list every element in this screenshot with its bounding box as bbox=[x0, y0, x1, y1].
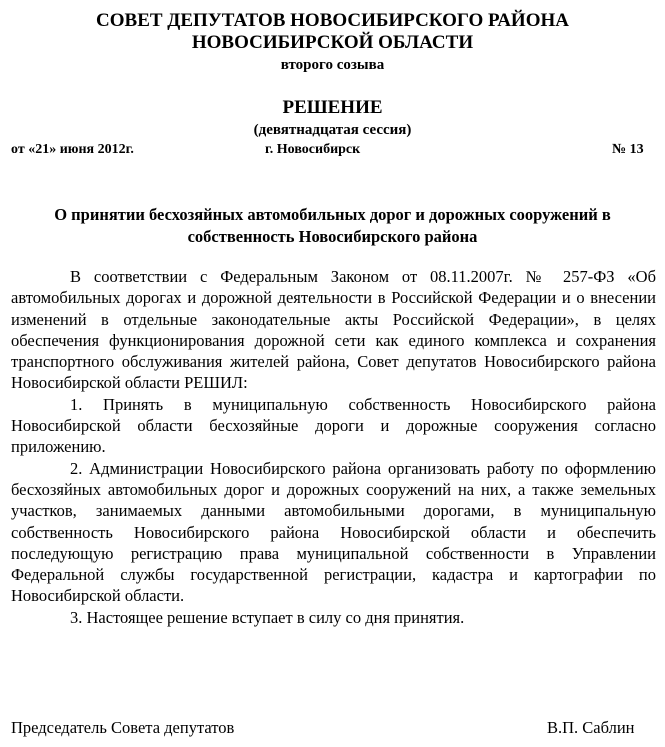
decision-date: от «21» июня 2012г. bbox=[11, 142, 134, 157]
decision-place: г. Новосибирск bbox=[265, 142, 361, 157]
item-2-paragraph: 2. Администрации Новосибирского района организовать работу по оформлению бесхозяйных автомобильных дорог и дорожных сооружений на них, а также земельных участков, занимаемых данными автомобильными дорогами, в муниципальную собственность Новосибирского района Новосибирской области и обеспечить последующую регистрацию права муниципальной собственности в Управлении Федеральной службы государственной регистрации, кадастра и картографии по Новосибирской области. bbox=[11, 458, 656, 606]
decision-title-line1: О принятии бесхозяйных автомобильных дорог и дорожных сооружений в bbox=[54, 205, 611, 224]
item-1-paragraph: 1. Принять в муниципальную собственность Новосибирского района Новосибирской области бесхозяйные дороги и дорожные сооружения согласно приложению. bbox=[11, 394, 656, 457]
signature-position: Председатель Совета депутатов bbox=[11, 718, 235, 737]
decision-number: № 13 bbox=[612, 142, 644, 157]
decision-label: РЕШЕНИЕ bbox=[282, 97, 383, 118]
preamble-paragraph: В соответствии с Федеральным Законом от 08.11.2007г. № 257-ФЗ «Об автомобильных дорогах и дорожной деятельности в Российской Федерации и о внесении изменений в отдельные законодательные акты Российской Федерации», в целях обеспечения функционирования дорожной сети как единого комплекса и сохранения транспортного обслуживания жителей района, Совет депутатов Новосибирского района Новосибирской области РЕШИЛ: bbox=[11, 267, 656, 393]
council-name-line1: СОВЕТ ДЕПУТАТОВ НОВОСИБИРСКОГО РАЙОНА bbox=[96, 10, 569, 31]
session-label: (девятнадцатая сессия) bbox=[253, 122, 412, 138]
signature-name: В.П. Саблин bbox=[547, 718, 635, 737]
decision-title-line2: собственность Новосибирского района bbox=[187, 227, 478, 246]
decision-body bbox=[11, 266, 656, 628]
council-name-line2: НОВОСИБИРСКОЙ ОБЛАСТИ bbox=[191, 32, 474, 53]
convocation: второго созыва bbox=[280, 57, 385, 73]
item-3-paragraph: 3. Настоящее решение вступает в силу со дня принятия. bbox=[70, 607, 465, 627]
